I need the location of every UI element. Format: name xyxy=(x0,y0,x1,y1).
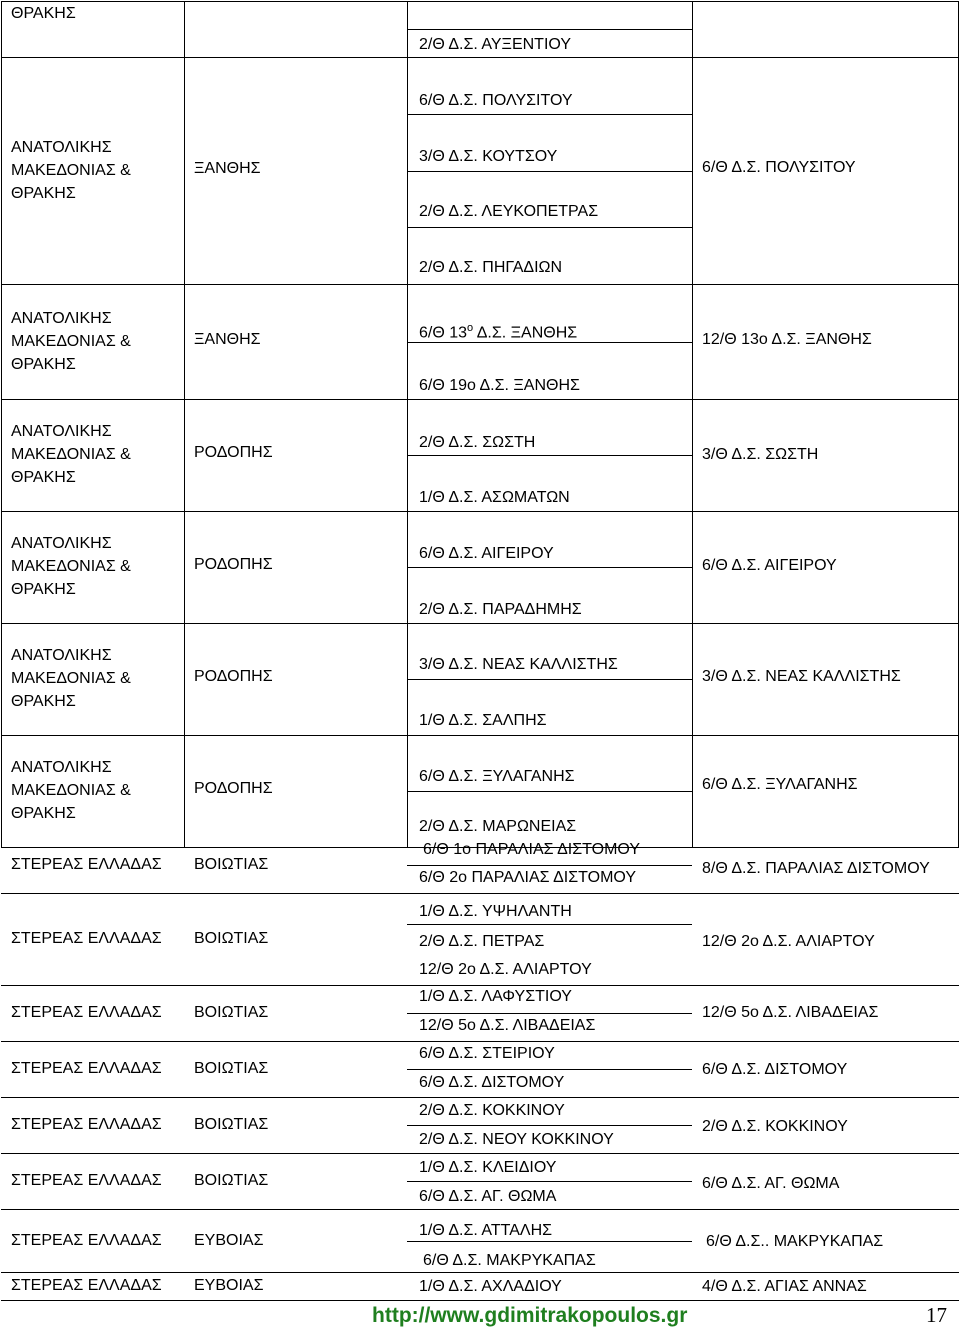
table-row-border xyxy=(1,284,959,285)
table-row-border xyxy=(1,985,959,986)
table-row-border xyxy=(407,1125,692,1126)
table-column-border xyxy=(692,399,693,511)
table-column-border xyxy=(1,623,2,735)
table-row-border xyxy=(407,924,692,925)
table-row-border xyxy=(1,511,959,512)
table-column-border xyxy=(184,57,185,284)
region-name: ΣΤΕΡΕΑΣ ΕΛΛΑΔΑΣ xyxy=(11,1172,162,1189)
table-column-border xyxy=(1,399,2,511)
table-column-border xyxy=(1,284,2,399)
region-name: ΑΝΑΤΟΛΙΚΗΣ xyxy=(11,138,112,156)
region-name: ΑΝΑΤΟΛΙΚΗΣ xyxy=(11,309,112,327)
school-entry: 6/Θ Δ.Σ. ΑΙΓΕΙΡΟΥ xyxy=(419,545,554,562)
region-name: ΣΤΕΡΕΑΣ ΕΛΛΑΔΑΣ xyxy=(11,1231,162,1249)
prefecture-name: ΒΟΙΩΤΙΑΣ xyxy=(194,1060,269,1077)
table-column-border xyxy=(1,57,2,284)
school-entry: 2/Θ Δ.Σ. ΠΗΓΑΔΙΩΝ xyxy=(419,259,563,276)
region-name: ΣΤΕΡΕΑΣ ΕΛΛΑΔΑΣ xyxy=(11,856,162,873)
region-name: ΣΤΕΡΕΑΣ ΕΛΛΑΔΑΣ xyxy=(11,930,162,947)
school-entry: 2/Θ Δ.Σ. ΣΩΣΤΗ xyxy=(419,434,536,451)
school-entry: 6/Θ 19ο Δ.Σ. ΞΑΝΘΗΣ xyxy=(419,377,580,394)
region-name: ΜΑΚΕΔΟΝΙΑΣ & xyxy=(11,446,131,463)
table-row-border xyxy=(407,1181,692,1182)
table-column-border xyxy=(692,623,693,735)
prefecture-name: ΞΑΝΘΗΣ xyxy=(194,330,261,348)
merged-school-result: 6/Θ Δ.Σ. ΑΓ. ΘΩΜΑ xyxy=(702,1175,840,1192)
region-name: ΣΤΕΡΕΑΣ ΕΛΛΑΔΑΣ xyxy=(11,1116,162,1133)
table-row-border xyxy=(407,29,692,30)
school-entry: 2/Θ Δ.Σ. ΛΕΥΚΟΠΕΤΡΑΣ xyxy=(419,203,599,220)
school-entry: 2/Θ Δ.Σ. ΚΟΚΚΙΝΟΥ xyxy=(419,1102,565,1119)
table-column-border xyxy=(692,284,693,399)
table-row-border xyxy=(1,893,959,894)
school-entry: 2/Θ Δ.Σ. ΝΕΟΥ ΚΟΚΚΙΝΟΥ xyxy=(419,1131,614,1148)
school-entry: 2/Θ Δ.Σ. ΜΑΡΩΝΕΙΑΣ xyxy=(419,818,577,835)
table-row-border xyxy=(1,57,959,58)
merged-school-result: 3/Θ Δ.Σ. ΝΕΑΣ ΚΑΛΛΙΣΤΗΣ xyxy=(702,668,901,685)
school-entry: 12/Θ 5ο Δ.Σ. ΛΙΒΑΔΕΙΑΣ xyxy=(419,1017,596,1034)
region-name: ΜΑΚΕΔΟΝΙΑΣ & xyxy=(11,670,131,687)
merged-school-result: 12/Θ 2ο Δ.Σ. ΑΛΙΑΡΤΟΥ xyxy=(702,933,875,950)
region-name: ΘΡΑΚΗΣ xyxy=(11,693,76,710)
merged-school-result: 4/Θ Δ.Σ. ΑΓΙΑΣ ΑΝΝΑΣ xyxy=(702,1278,867,1295)
school-entry: 6/Θ 1ο ΠΑΡΑΛΙΑΣ ΔΙΣΤΟΜΟΥ xyxy=(423,841,640,858)
merged-school-result: 3/Θ Δ.Σ. ΣΩΣΤΗ xyxy=(702,446,819,463)
prefecture-name: ΡΟΔΟΠΗΣ xyxy=(194,556,273,573)
top-row-school: 2/Θ Δ.Σ. ΑΥΞΕΝΤΙΟΥ xyxy=(419,36,571,53)
table-column-border xyxy=(407,1,408,57)
school-entry: 12/Θ 2ο Δ.Σ. ΑΛΙΑΡΤΟΥ xyxy=(419,961,592,978)
merged-school-result: 6/Θ Δ.Σ. ΑΙΓΕΙΡΟΥ xyxy=(702,557,837,574)
region-name: ΜΑΚΕΔΟΝΙΑΣ & xyxy=(11,782,131,799)
school-entry xyxy=(419,318,577,343)
merged-school-result: 6/Θ Δ.Σ. ΞΥΛΑΓΑΝΗΣ xyxy=(702,776,858,793)
table-column-border xyxy=(958,735,959,847)
prefecture-name: ΕΥΒΟΙΑΣ xyxy=(194,1277,264,1294)
table-row-border xyxy=(407,1069,692,1070)
table-row-border xyxy=(1,1153,959,1154)
footer-website-link[interactable]: http://www.gdimitrakopoulos.gr xyxy=(372,1304,688,1327)
table-row-border xyxy=(407,791,692,792)
school-entry: 6/Θ 2ο ΠΑΡΑΛΙΑΣ ΔΙΣΤΟΜΟΥ xyxy=(419,869,636,886)
table-row-border xyxy=(407,1300,692,1301)
school-entry: 6/Θ Δ.Σ. ΞΥΛΑΓΑΝΗΣ xyxy=(419,768,575,785)
school-entry: 6/Θ Δ.Σ. ΠΟΛΥΣΙΤΟΥ xyxy=(419,92,573,109)
table-column-border xyxy=(184,399,185,511)
region-name: ΜΑΚΕΔΟΝΙΑΣ & xyxy=(11,558,131,575)
region-name: ΜΑΚΕΔΟΝΙΑΣ & xyxy=(11,332,131,350)
table-row-border xyxy=(407,114,692,115)
school-entry: 3/Θ Δ.Σ. ΝΕΑΣ ΚΑΛΛΙΣΤΗΣ xyxy=(419,656,618,673)
table-row-border xyxy=(1,735,959,736)
table-row-border xyxy=(1,623,959,624)
top-row-region: ΘΡΑΚΗΣ xyxy=(11,5,76,22)
table-column-border xyxy=(184,735,185,847)
table-column-border xyxy=(1,735,2,847)
region-name: ΑΝΑΤΟΛΙΚΗΣ xyxy=(11,423,112,440)
school-entry: 3/Θ Δ.Σ. ΚΟΥΤΣΟΥ xyxy=(419,148,558,165)
region-name: ΣΤΕΡΕΑΣ ΕΛΛΑΔΑΣ xyxy=(11,1277,162,1294)
table-row-border xyxy=(407,455,692,456)
school-entry: 2/Θ Δ.Σ. ΠΑΡΑΔΗΜΗΣ xyxy=(419,601,582,618)
page-number: 17 xyxy=(926,1303,947,1327)
school-entry: 2/Θ Δ.Σ. ΠΕΤΡΑΣ xyxy=(419,933,545,950)
school-entry-suffix: Δ.Σ. ΞΑΝΘΗΣ xyxy=(473,324,578,342)
school-entry: 6/Θ Δ.Σ. ΜΑΚΡΥΚΑΠΑΣ xyxy=(423,1252,596,1269)
table-column-border xyxy=(184,284,185,399)
school-entry-prefix: 6/Θ 13 xyxy=(419,324,468,342)
table-column-border xyxy=(184,623,185,735)
prefecture-name: ΒΟΙΩΤΙΑΣ xyxy=(194,1004,269,1021)
table-row-border xyxy=(1,1209,959,1210)
table-row-border xyxy=(1,1,959,2)
table-column-border xyxy=(184,1,185,57)
merged-school-result: 6/Θ Δ.Σ.. ΜΑΚΡΥΚΑΠΑΣ xyxy=(706,1233,884,1250)
region-name: ΘΡΑΚΗΣ xyxy=(11,469,76,486)
table-row-border xyxy=(1,399,959,400)
merged-school-result: 12/Θ 5ο Δ.Σ. ΛΙΒΑΔΕΙΑΣ xyxy=(702,1004,879,1021)
prefecture-name: ΒΟΙΩΤΙΑΣ xyxy=(194,1172,269,1189)
school-entry: 1/Θ Δ.Σ. ΚΛΕΙΔΙΟΥ xyxy=(419,1159,557,1176)
table-row-border xyxy=(407,1013,692,1014)
table-column-border xyxy=(692,57,693,284)
school-entry: 1/Θ Δ.Σ. ΑΤΤΑΛΗΣ xyxy=(419,1222,553,1239)
region-name: ΘΡΑΚΗΣ xyxy=(11,184,76,202)
merged-school-result: 12/Θ 13ο Δ.Σ. ΞΑΝΘΗΣ xyxy=(702,331,872,348)
school-entry: 1/Θ Δ.Σ. ΑΣΩΜΑΤΩΝ xyxy=(419,489,570,506)
table-column-border xyxy=(958,57,959,284)
region-name: ΑΝΑΤΟΛΙΚΗΣ xyxy=(11,647,112,664)
prefecture-name: ΡΟΔΟΠΗΣ xyxy=(194,668,273,685)
prefecture-name: ΡΟΔΟΠΗΣ xyxy=(194,780,273,797)
prefecture-name: ΕΥΒΟΙΑΣ xyxy=(194,1231,264,1249)
school-entry: 6/Θ Δ.Σ. ΑΓ. ΘΩΜΑ xyxy=(419,1188,557,1205)
table-row-border xyxy=(1,1097,959,1098)
region-name: ΣΤΕΡΕΑΣ ΕΛΛΑΔΑΣ xyxy=(11,1004,162,1021)
region-name: ΣΤΕΡΕΑΣ ΕΛΛΑΔΑΣ xyxy=(11,1060,162,1077)
table-row-border xyxy=(407,567,692,568)
region-name: ΜΑΚΕΔΟΝΙΑΣ & xyxy=(11,161,131,179)
merged-school-result: 2/Θ Δ.Σ. ΚΟΚΚΙΝΟΥ xyxy=(702,1118,848,1135)
region-name: ΘΡΑΚΗΣ xyxy=(11,355,76,373)
table-row-border xyxy=(407,865,692,866)
merged-school-result: 6/Θ Δ.Σ. ΠΟΛΥΣΙΤΟΥ xyxy=(702,159,856,176)
region-name: ΘΡΑΚΗΣ xyxy=(11,805,76,822)
table-column-border xyxy=(692,511,693,623)
table-row-border xyxy=(407,679,692,680)
prefecture-name: ΒΟΙΩΤΙΑΣ xyxy=(194,930,269,947)
table-row-border xyxy=(1,1272,959,1273)
table-column-border xyxy=(958,1,959,57)
region-name: ΑΝΑΤΟΛΙΚΗΣ xyxy=(11,535,112,552)
prefecture-name: ΒΟΙΩΤΙΑΣ xyxy=(194,1116,269,1133)
table-column-border xyxy=(692,1,693,57)
prefecture-name: ΒΟΙΩΤΙΑΣ xyxy=(194,856,269,873)
table-column-border xyxy=(1,1,2,57)
prefecture-name: ΞΑΝΘΗΣ xyxy=(194,159,261,177)
school-entry: 1/Θ Δ.Σ. ΣΑΛΠΗΣ xyxy=(419,712,547,729)
table-column-border xyxy=(184,511,185,623)
table-row-border xyxy=(407,1241,692,1242)
table-column-border xyxy=(958,399,959,511)
table-column-border xyxy=(1,511,2,623)
school-entry: 1/Θ Δ.Σ. ΛΑΦΥΣΤΙΟΥ xyxy=(419,988,572,1005)
merged-school-result: 8/Θ Δ.Σ. ΠΑΡΑΛΙΑΣ ΔΙΣΤΟΜΟΥ xyxy=(702,860,930,877)
school-entry: 1/Θ Δ.Σ. ΥΨΗΛΑΝΤΗ xyxy=(419,903,572,920)
region-name: ΑΝΑΤΟΛΙΚΗΣ xyxy=(11,759,112,776)
table-column-border xyxy=(958,623,959,735)
school-entry: 1/Θ Δ.Σ. ΑΧΛΑΔΙΟΥ xyxy=(419,1278,562,1295)
region-name: ΘΡΑΚΗΣ xyxy=(11,581,76,598)
school-entry: 6/Θ Δ.Σ. ΔΙΣΤΟΜΟΥ xyxy=(419,1074,565,1091)
school-entry-superscript: ο xyxy=(467,322,474,334)
table-column-border xyxy=(958,511,959,623)
table-row-border xyxy=(1,1041,959,1042)
table-column-border xyxy=(958,284,959,399)
table-row-border xyxy=(407,227,692,228)
table-row-border xyxy=(407,171,692,172)
merged-school-result: 6/Θ Δ.Σ. ΔΙΣΤΟΜΟΥ xyxy=(702,1061,848,1078)
school-entry: 6/Θ Δ.Σ. ΣΤΕΙΡΙΟΥ xyxy=(419,1045,555,1062)
prefecture-name: ΡΟΔΟΠΗΣ xyxy=(194,444,273,461)
table-column-border xyxy=(692,735,693,847)
